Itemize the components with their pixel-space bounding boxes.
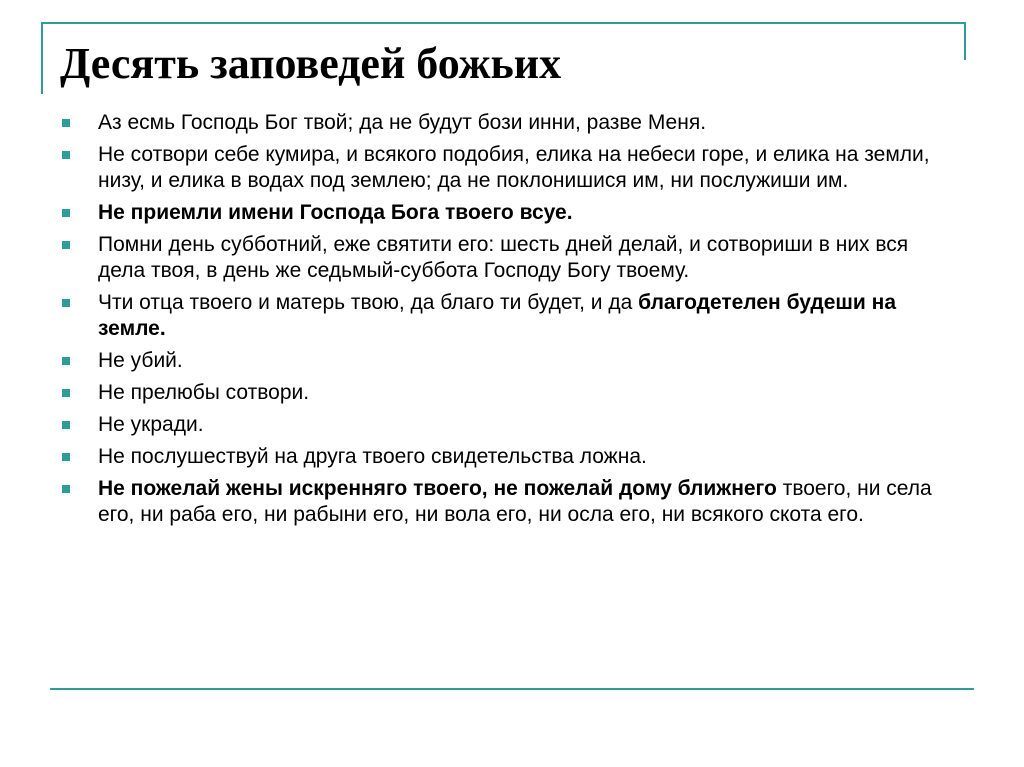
item-text: Не укради. <box>98 413 204 436</box>
square-bullet-icon <box>62 151 70 159</box>
item-text: Не сотвори себе кумира, и всякого подобия, елика на небеси горе, и елика на земли, низу, и елика в водах под землею; да не поклонишися им, ни послужиши им. <box>98 143 930 192</box>
slide-title: Десять заповедей божьих <box>60 39 562 88</box>
item-text-part2: благодетелен будеши на земле. <box>98 291 897 340</box>
list-item-9 <box>60 444 960 470</box>
square-bullet-icon <box>62 453 70 461</box>
item-text: Помни день субботний, еже святити его: шесть дней делай, и сотвориши в них вся дела твоя, в день же седьмый-суббота Господу Богу твоему. <box>98 233 909 282</box>
square-bullet-icon <box>62 357 70 365</box>
item-text: Не приемли имени Господа Бога твоего всуе. <box>98 201 573 224</box>
square-bullet-icon <box>62 389 70 397</box>
item-text-part1: Не пожелай жены искренняго твоего, не пожелай дому ближнего <box>98 477 777 500</box>
square-bullet-icon <box>62 421 70 429</box>
item-text-part1: Чти отца твоего и матерь твою, да благо ти будет, и да <box>98 291 633 314</box>
square-bullet-icon <box>62 241 70 249</box>
square-bullet-icon <box>62 119 70 127</box>
item-text: Аз есмь Господь Бог твой; да не будут бози инни, разве Меня. <box>98 111 707 134</box>
list-item-2 <box>60 142 960 194</box>
item-text-part2: твоего, ни села его, ни раба его, ни рабыни его, ни вола его, ни осла его, ни всякого скота его. <box>98 477 932 526</box>
list-item-10 <box>60 476 960 528</box>
list-item-4 <box>60 232 960 284</box>
item-text: Не прелюбы сотвори. <box>98 381 310 404</box>
list-item-1 <box>60 110 960 136</box>
commandments-list <box>60 110 960 534</box>
list-item-3 <box>60 200 960 226</box>
frame-right-line <box>964 22 966 60</box>
item-text: Не послушествуй на друга твоего свидетельства ложна. <box>98 445 647 468</box>
list-item-6 <box>60 348 960 374</box>
square-bullet-icon <box>62 485 70 493</box>
list-item-5 <box>60 290 960 342</box>
item-text: Не убий. <box>98 349 183 372</box>
frame-left-line <box>41 22 43 94</box>
list-item-7 <box>60 380 960 406</box>
square-bullet-icon <box>62 299 70 307</box>
frame-bottom-line <box>50 688 974 690</box>
frame-top-line <box>41 22 965 24</box>
list-item-8 <box>60 412 960 438</box>
square-bullet-icon <box>62 209 70 217</box>
